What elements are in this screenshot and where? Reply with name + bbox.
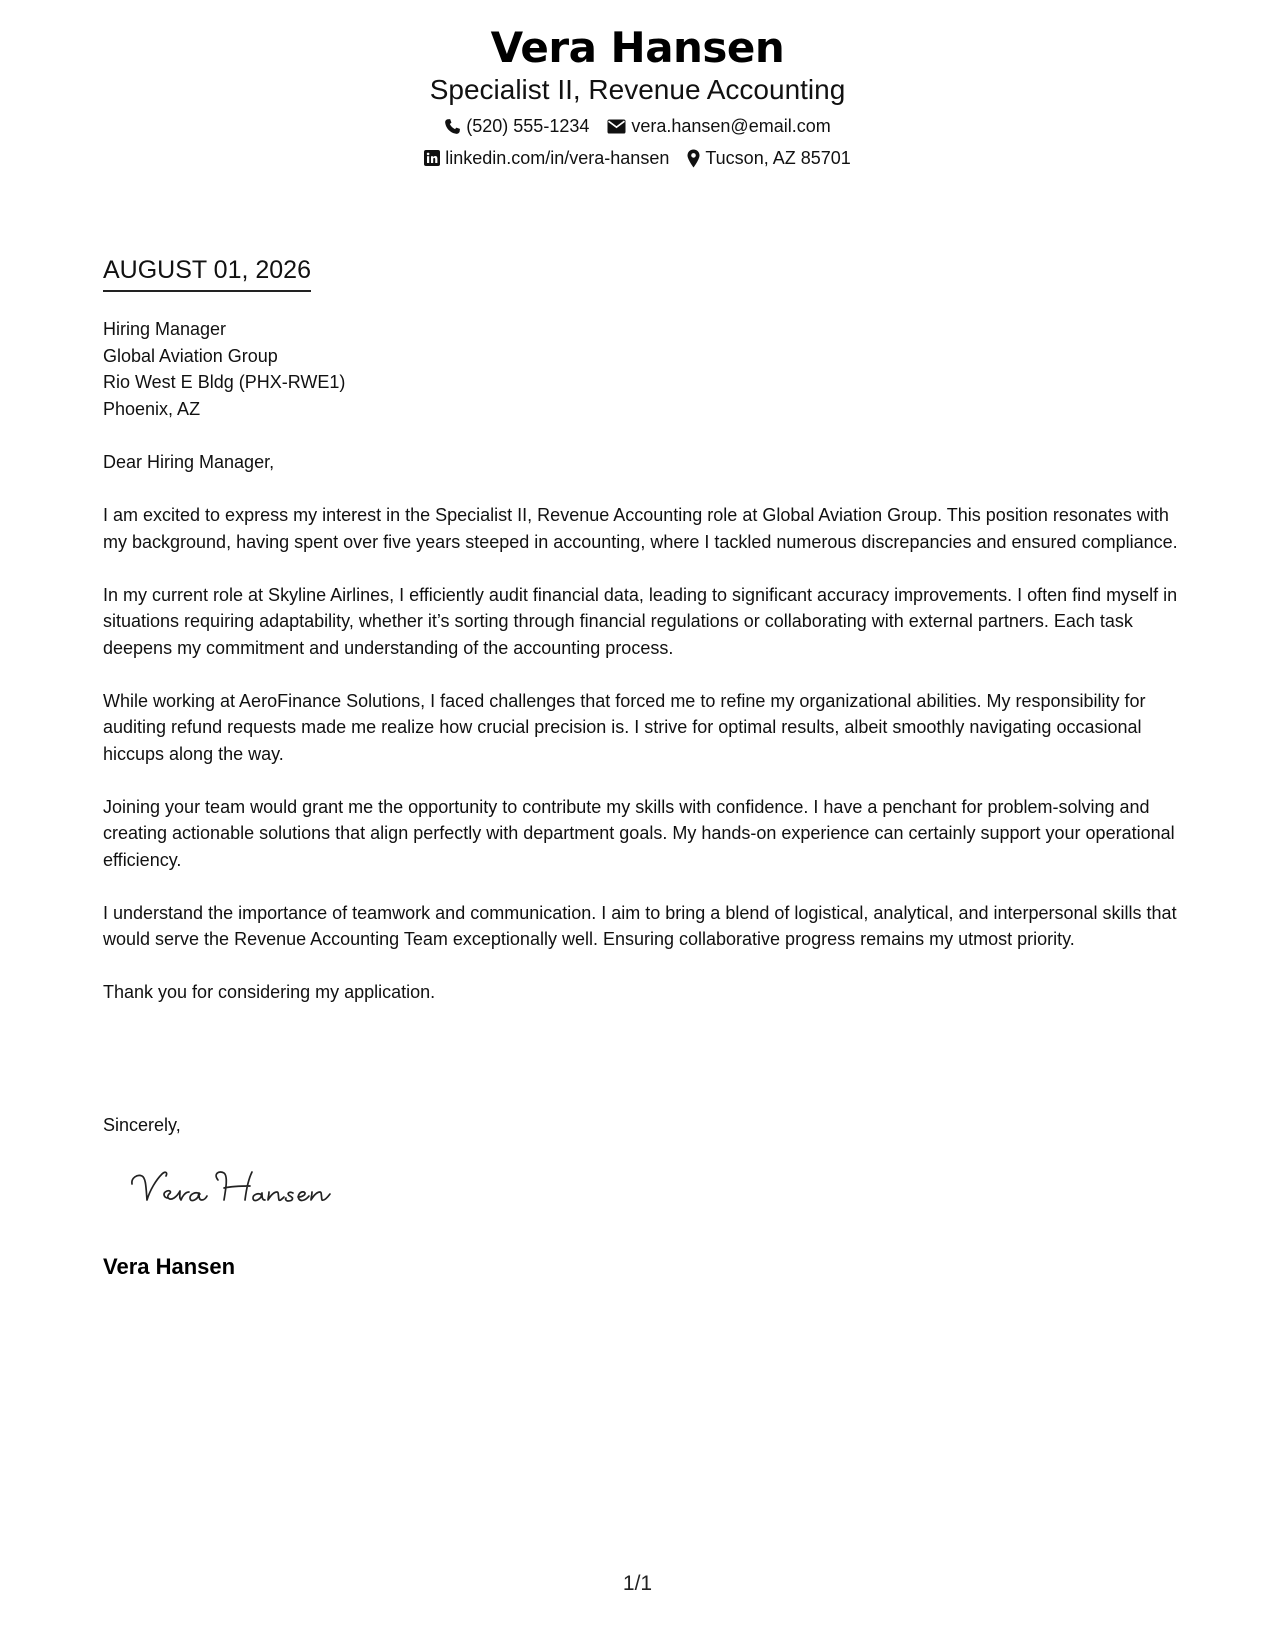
email-text: vera.hansen@email.com [631, 116, 831, 136]
location-text: Tucson, AZ 85701 [705, 148, 851, 168]
letter-body [103, 449, 1178, 1032]
letter-header [0, 20, 1275, 170]
contact-row-2 [0, 146, 1275, 170]
recipient-line: Phoenix, AZ [103, 398, 201, 419]
letter-date: AUGUST 01, 2026 [103, 254, 311, 292]
contact-linkedin[interactable] [424, 146, 669, 170]
closing-line: Sincerely, [103, 1115, 181, 1135]
page-number: 1/1 [622, 1572, 653, 1595]
salutation: Dear Hiring Manager, [103, 452, 275, 472]
thank-you-line: Thank you for considering my application. [103, 982, 436, 1002]
body-paragraph: In my current role at Skyline Airlines, I efficiently audit financial data, leading to significant accuracy improvements. I often find myself in situations requiring adaptability, whether it’s sorting through financial regulations or collaborating with external partners. Each task deepens my commitment and understanding of the accounting process. [103, 584, 1178, 658]
contact-phone[interactable] [444, 114, 589, 138]
recipient-block [103, 316, 345, 422]
body-paragraph: I am excited to express my interest in the Specialist II, Revenue Accounting role at Global Aviation Group. This position resonates with my background, having spent over five years steeped in accounting, where I tackled numerous discrepancies and ensured compliance. [103, 505, 1178, 552]
map-marker-icon [687, 149, 700, 168]
applicant-job-title: Specialist II, Revenue Accounting [429, 74, 846, 105]
contact-email[interactable] [607, 114, 830, 138]
recipient-line: Hiring Manager [103, 319, 227, 339]
linkedin-icon [424, 150, 440, 166]
signer-name: Vera Hansen [103, 1254, 236, 1279]
body-paragraph: I understand the importance of teamwork and communication. I aim to bring a blend of logistical, analytical, and interpersonal skills that would serve the Revenue Accounting Team exceptionally well. Ensuring collaborative progress remains my utmost priority. [103, 902, 1177, 949]
recipient-line: Rio West E Bldg (PHX-RWE1) [103, 372, 346, 392]
handwritten-signature [128, 1164, 338, 1220]
body-paragraph: While working at AeroFinance Solutions, I faced challenges that forced me to refine my organizational abilities. My responsibility for auditing refund requests made me realize how crucial precision is. I strive for optimal results, albeit smoothly navigating occasional hiccups along the way. [103, 690, 1146, 764]
applicant-name: Vera Hansen [490, 23, 785, 72]
phone-text: (520) 555-1234 [466, 116, 590, 136]
contact-row-1 [0, 114, 1275, 138]
linkedin-text: linkedin.com/in/vera-hansen [445, 148, 670, 168]
body-paragraph: Joining your team would grant me the opportunity to contribute my skills with confidence. I have a penchant for problem-solving and creating actionable solutions that align perfectly with department goals. My hands-on experience can certainly support your operational efficiency. [103, 796, 1175, 870]
contact-location [687, 146, 850, 170]
recipient-line: Global Aviation Group [103, 345, 278, 366]
phone-icon [444, 118, 461, 135]
envelope-icon [607, 119, 626, 134]
